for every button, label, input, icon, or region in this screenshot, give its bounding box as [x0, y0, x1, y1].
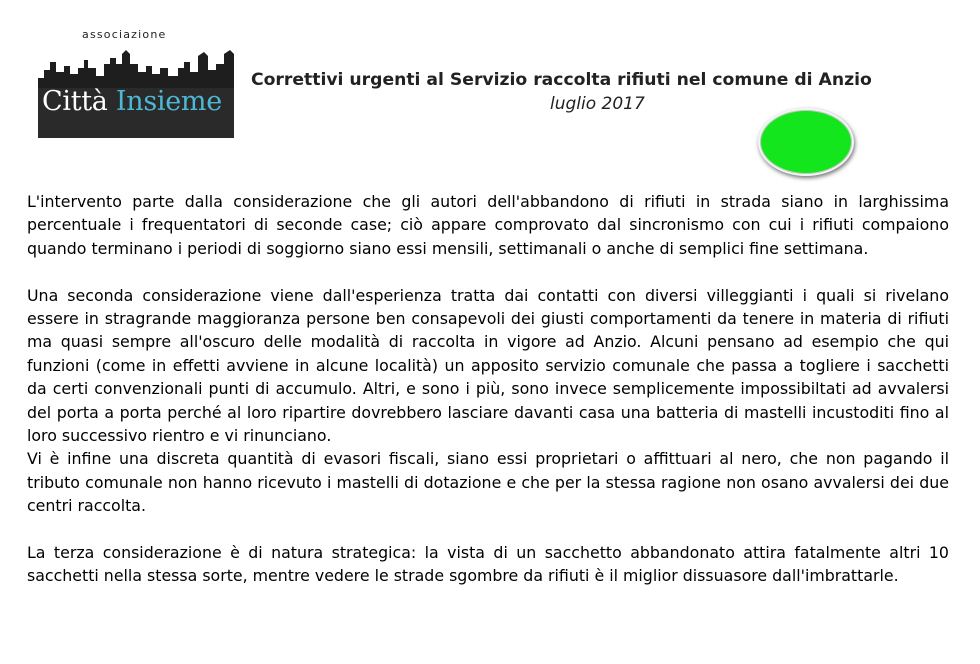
- document-body: [27, 190, 949, 588]
- document-title: Correttivi urgenti al Servizio raccolta rifiuti nel comune di Anzio: [251, 70, 872, 90]
- paragraph-3: Vi è infine una discreta quantità di evasori fiscali, siano essi proprietari o affittuari al nero, che non pagando il tributo comunale non hanno ricevuto i mastelli di dotazione e che per la stessa ragione non osano avvalersi dei due centri raccolta.: [27, 449, 949, 516]
- green-status-dot: [758, 108, 854, 176]
- document-date: luglio 2017: [550, 94, 645, 114]
- paragraph-spacer: [27, 260, 949, 283]
- paragraph-2: Una seconda considerazione viene dall'esperienza tratta dai contatti con diversi villeggianti i quali si rivelano essere in stragrande maggioranza persone ben consapevoli dei giusti comportamenti da tenere in materia di rifiuti ma quasi sempre all'oscuro delle modalità di raccolta in vigore ad Anzio. Alcuni pensano ad esempio che qui funzioni (come in effetti avviene in alcune località) un apposito servizio comunale che passa a togliere i sacchetti da certi convenzionali punti di accumulo. Altri, e sono i più, sono invece semplicemente impossibiltati ad avvalersi del porta a porta perché al loro ripartire dovrebbero lasciare davanti casa una batteria di mastelli incustoditi fino al loro successivo rientro e vi rinunciano.: [27, 285, 949, 446]
- logo-name-part1: Città: [42, 86, 108, 117]
- logo-association-label: associazione: [82, 28, 167, 41]
- logo-name-part2: Insieme: [115, 86, 222, 117]
- logo-name: [42, 86, 222, 117]
- paragraph-spacer: [27, 518, 949, 541]
- association-logo: [38, 28, 234, 140]
- paragraph-1: L'intervento parte dalla considerazione che gli autori dell'abbandono di rifiuti in strada siano in larghissima percentuale i frequentatori di seconde case; ciò appare comprovato dal sincronismo con cui i rifiuti compaiono quando terminano i periodi di soggiorno siano essi mensili, settimanali o anche di semplici fine settimana.: [27, 192, 949, 258]
- paragraph-4: La terza considerazione è di natura strategica: la vista di un sacchetto abbandonato attira fatalmente altri 10 sacchetti nella stessa sorte, mentre vedere le strade sgombre da rifiuti è il miglior dissuasore dall'imbrattarle.: [27, 543, 949, 586]
